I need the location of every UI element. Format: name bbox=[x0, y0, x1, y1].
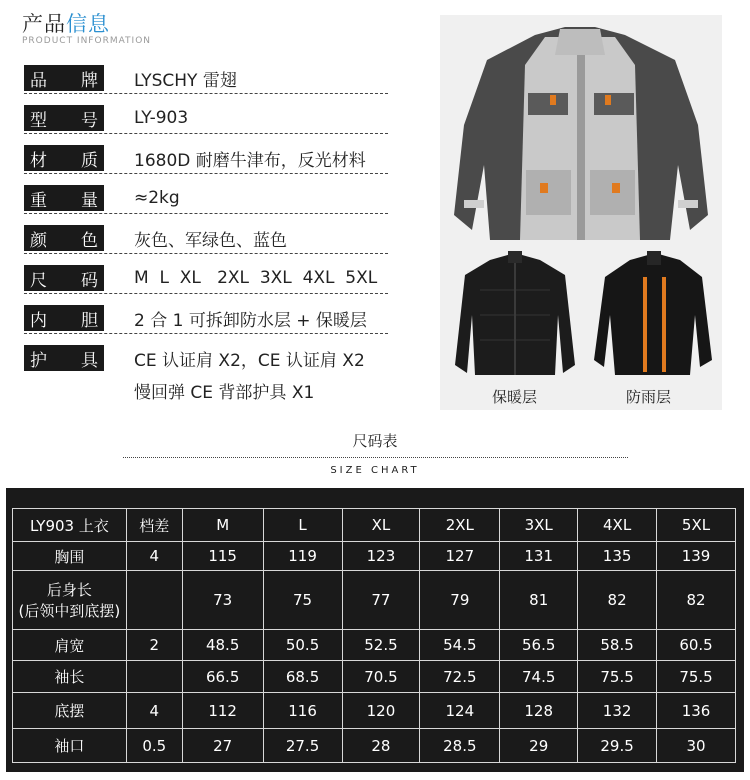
spec-value-extra: 慢回弹 CE 背部护具 X1 bbox=[134, 383, 315, 403]
table-row bbox=[13, 630, 736, 661]
row-label-cell: 袖长 bbox=[13, 661, 127, 693]
table-cell: 123 bbox=[342, 542, 420, 571]
spec-label: 颜 色 bbox=[24, 225, 104, 251]
divider bbox=[24, 253, 388, 254]
section-title bbox=[22, 8, 151, 38]
table-cell: 0.5 bbox=[126, 729, 182, 763]
table-row bbox=[13, 729, 736, 763]
row-label-cell: 胸围 bbox=[13, 542, 127, 571]
product-photo bbox=[440, 15, 722, 410]
table-header-cell: M bbox=[182, 509, 263, 542]
row-label-cell: 底摆 bbox=[13, 693, 127, 729]
jacket-illustration bbox=[440, 15, 722, 410]
table-row bbox=[13, 542, 736, 571]
spec-label: 重 量 bbox=[24, 185, 104, 211]
table-cell: 27.5 bbox=[263, 729, 342, 763]
thermal-liner-image bbox=[455, 251, 575, 375]
spec-row bbox=[24, 58, 388, 98]
spec-row bbox=[24, 338, 388, 378]
table-cell: 82 bbox=[578, 571, 657, 630]
table-cell: 124 bbox=[420, 693, 500, 729]
spec-row bbox=[24, 178, 388, 218]
spec-row bbox=[24, 138, 388, 178]
table-cell: 112 bbox=[182, 693, 263, 729]
table-cell: 81 bbox=[500, 571, 578, 630]
spec-label: 型 号 bbox=[24, 105, 104, 131]
title-accent: 信息 bbox=[66, 12, 110, 36]
table-cell: 82 bbox=[657, 571, 736, 630]
spec-row bbox=[24, 218, 388, 258]
table-cell: 68.5 bbox=[263, 661, 342, 693]
spec-row bbox=[24, 298, 388, 338]
divider bbox=[24, 93, 388, 94]
divider bbox=[24, 333, 388, 334]
table-header-cell: L bbox=[263, 509, 342, 542]
table-cell: 139 bbox=[657, 542, 736, 571]
table-header-cell: 2XL bbox=[420, 509, 500, 542]
table-cell: 115 bbox=[182, 542, 263, 571]
table-cell: 74.5 bbox=[500, 661, 578, 693]
row-label-cell: 后身长 (后领中到底摆) bbox=[13, 571, 127, 630]
table-cell: 56.5 bbox=[500, 630, 578, 661]
table-cell: 58.5 bbox=[578, 630, 657, 661]
spec-value: ≈2kg bbox=[134, 188, 180, 208]
spec-value: 灰色、军绿色、蓝色 bbox=[134, 230, 287, 251]
table-cell: 50.5 bbox=[263, 630, 342, 661]
table-cell: 48.5 bbox=[182, 630, 263, 661]
table-cell: 29 bbox=[500, 729, 578, 763]
table-cell: 29.5 bbox=[578, 729, 657, 763]
table-cell: 127 bbox=[420, 542, 500, 571]
table-cell: 119 bbox=[263, 542, 342, 571]
table-header-cell: 4XL bbox=[578, 509, 657, 542]
table-cell: 75.5 bbox=[657, 661, 736, 693]
table-cell bbox=[126, 661, 182, 693]
section-header bbox=[22, 8, 151, 46]
table-cell: 60.5 bbox=[657, 630, 736, 661]
table-cell: 116 bbox=[263, 693, 342, 729]
table-cell: 75.5 bbox=[578, 661, 657, 693]
table-header-cell: 5XL bbox=[657, 509, 736, 542]
table-cell: 70.5 bbox=[342, 661, 420, 693]
table-cell: 2 bbox=[126, 630, 182, 661]
table-cell bbox=[126, 571, 182, 630]
table-header-row bbox=[13, 509, 736, 542]
rain-liner-image bbox=[594, 251, 712, 375]
table-cell: 136 bbox=[657, 693, 736, 729]
table-header-cell: LY903 上衣 bbox=[13, 509, 127, 542]
table-header-cell: 3XL bbox=[500, 509, 578, 542]
table-cell: 4 bbox=[126, 542, 182, 571]
main-jacket-image bbox=[454, 27, 708, 240]
size-chart-title: 尺码表 bbox=[352, 432, 398, 450]
spec-value: CE 认证肩 X2，CE 认证肩 X2 bbox=[134, 350, 365, 371]
size-chart-panel bbox=[6, 488, 744, 772]
spec-value: LYSCHY 雷翅 bbox=[134, 70, 237, 91]
table-cell: 28.5 bbox=[420, 729, 500, 763]
spec-label: 护 具 bbox=[24, 345, 104, 371]
spec-list bbox=[24, 58, 388, 378]
table-cell: 30 bbox=[657, 729, 736, 763]
table-cell: 75 bbox=[263, 571, 342, 630]
divider bbox=[24, 173, 388, 174]
table-cell: 4 bbox=[126, 693, 182, 729]
table-cell: 73 bbox=[182, 571, 263, 630]
size-chart-subtitle: SIZE CHART bbox=[330, 465, 420, 476]
spec-label: 尺 码 bbox=[24, 265, 104, 291]
spec-label: 材 质 bbox=[24, 145, 104, 171]
spec-value: M L XL 2XL 3XL 4XL 5XL bbox=[134, 268, 378, 288]
table-cell: 54.5 bbox=[420, 630, 500, 661]
divider bbox=[24, 213, 388, 214]
spec-row bbox=[24, 258, 388, 298]
table-row bbox=[13, 693, 736, 729]
row-label-cell: 袖口 bbox=[13, 729, 127, 763]
table-cell: 72.5 bbox=[420, 661, 500, 693]
table-row bbox=[13, 661, 736, 693]
spec-label: 内 胆 bbox=[24, 305, 104, 331]
table-header-cell: XL bbox=[342, 509, 420, 542]
table-cell: 120 bbox=[342, 693, 420, 729]
size-chart-table bbox=[12, 508, 736, 763]
table-cell: 28 bbox=[342, 729, 420, 763]
table-cell: 66.5 bbox=[182, 661, 263, 693]
spec-value: 2 合 1 可拆卸防水层 + 保暖层 bbox=[134, 310, 367, 331]
table-cell: 27 bbox=[182, 729, 263, 763]
divider bbox=[24, 133, 388, 134]
section-subtitle: PRODUCT INFORMATION bbox=[22, 36, 152, 46]
spec-row bbox=[24, 98, 388, 138]
divider bbox=[24, 293, 388, 294]
divider bbox=[123, 457, 628, 458]
spec-value: 1680D 耐磨牛津布，反光材料 bbox=[134, 150, 366, 171]
table-cell: 131 bbox=[500, 542, 578, 571]
caption-thermal: 保暖层 bbox=[492, 388, 538, 406]
table-cell: 77 bbox=[342, 571, 420, 630]
row-label-cell: 肩宽 bbox=[13, 630, 127, 661]
spec-label: 品 牌 bbox=[24, 65, 104, 91]
table-cell: 52.5 bbox=[342, 630, 420, 661]
table-cell: 128 bbox=[500, 693, 578, 729]
table-cell: 79 bbox=[420, 571, 500, 630]
title-plain: 产品 bbox=[22, 12, 66, 36]
table-cell: 135 bbox=[578, 542, 657, 571]
caption-rain: 防雨层 bbox=[626, 388, 672, 406]
table-cell: 132 bbox=[578, 693, 657, 729]
table-header-cell: 档差 bbox=[126, 509, 182, 542]
spec-value: LY-903 bbox=[134, 108, 189, 128]
table-row bbox=[13, 571, 736, 630]
